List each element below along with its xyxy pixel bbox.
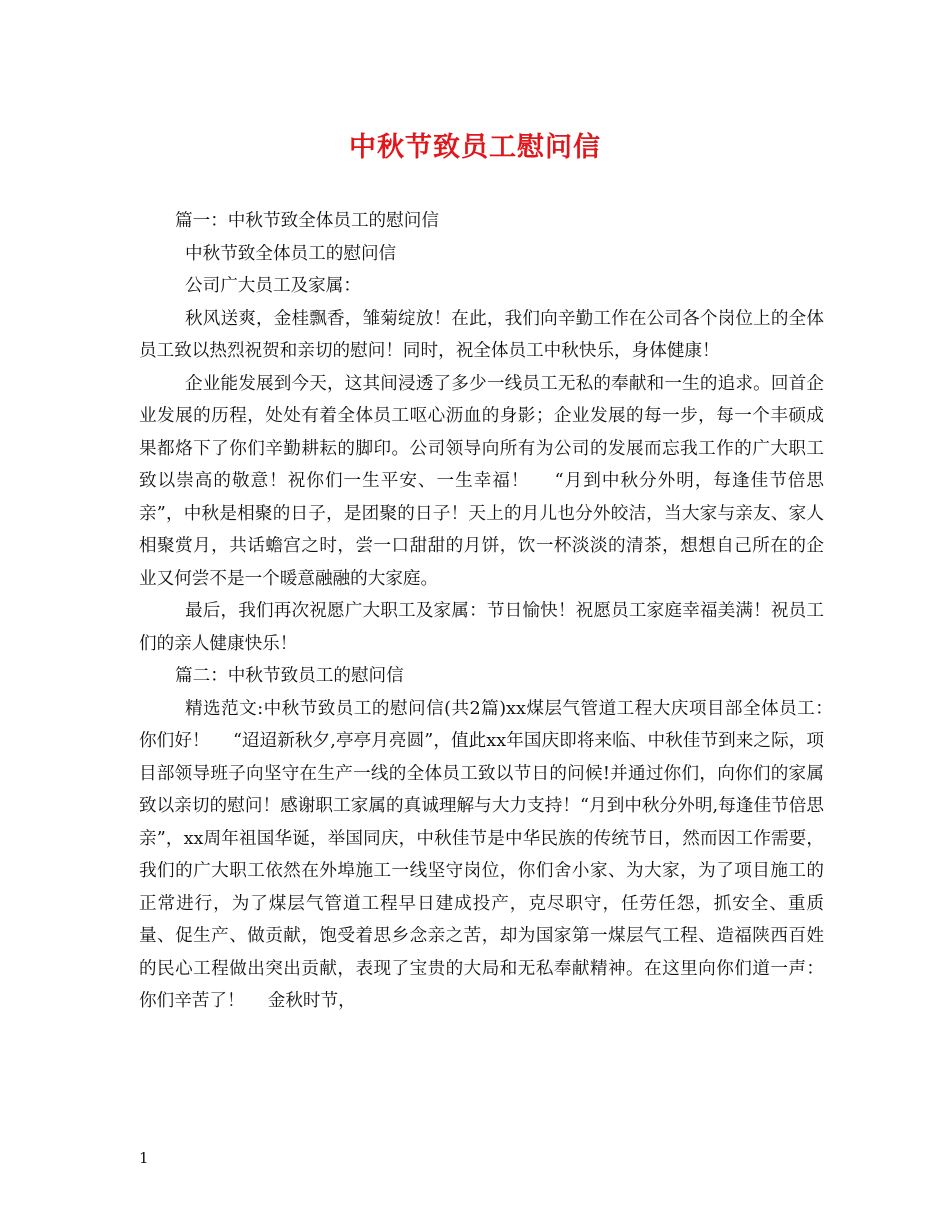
page-number: 1 — [139, 1149, 149, 1167]
section-heading-2: 篇二：中秋节致员工的慰问信 — [175, 666, 404, 686]
salutation: 公司广大员工及家属： — [185, 276, 361, 296]
body-paragraph: 企业能发展到今天，这其间浸透了多少一线员工无私的奉献和一生的追求。回首企业发展的历程，处处有着全体员工呕心沥血的身影；企业发展的每一步，每一个丰硕成果都烙下了你们辛勤耕耘的脚印。公司领导向所有为公司的发展而忘我工作的广大职工致以崇高的敬意！祝你们一生平安、一生幸福！ “月到中秋分外明，每逢佳节倍思亲”，中秋是相聚的日子，是团聚的日子！天上的月儿也分外皎洁，当大家与亲友、家人相聚赏月，共话蟾宫之时，尝一口甜甜的月饼，饮一杯淡淡的清茶，想想自己所在的企业又何尝不是一个暖意融融的大家庭。 — [139, 373, 824, 589]
document-body — [139, 205, 848, 1018]
letter-title: 中秋节致全体员工的慰问信 — [185, 243, 397, 264]
body-paragraph: 最后，我们再次祝愿广大职工及家属：节日愉快！祝愿员工家庭幸福美满！祝员工们的亲人健康快乐！ — [139, 601, 824, 654]
body-paragraph: 秋风送爽，金桂飘香，雏菊绽放！在此，我们向辛勤工作在公司各个岗位上的全体员工致以热烈祝贺和亲切的慰问！同时，祝全体员工中秋快乐，身体健康！ — [139, 308, 824, 361]
section-heading-1: 篇一：中秋节致全体员工的慰问信 — [175, 211, 439, 231]
document-title: 中秋节致员工慰问信 — [349, 132, 601, 163]
body-paragraph: 精选范文:中秋节致员工的慰问信(共2篇)xx煤层气管道工程大庆项目部全体员工： 你们好！ “迢迢新秋夕,亭亭月亮圆”，值此xx年国庆即将来临、中秋佳节到来之际，项目部领导班子向坚守在生产一线的全体员工致以节日的问候!并通过你们，向你们的家属致以亲切的慰问！感谢职工家属的真诚理解与大力支持！“月到中秋分外明,每逢佳节倍思亲”，xx周年祖国华诞，举国同庆，中秋佳节是中华民族的传统节日，然而因工作需要，我们的广大职工依然在外埠施工一线坚守岗位，你们舍小家、为大家，为了项目施工的正常进行，为了煤层气管道工程早日建成投产，克尽职守，任劳任怨，抓安全、重质量、促生产、做贡献，饱受着思乡念亲之苦，却为国家第一煤层气工程、造福陕西百姓的民心工程做出突出贡献，表现了宝贵的大局和无私奉献精神。在这里向你们道一声：你们辛苦了！ 金秋时节， — [139, 698, 848, 1011]
